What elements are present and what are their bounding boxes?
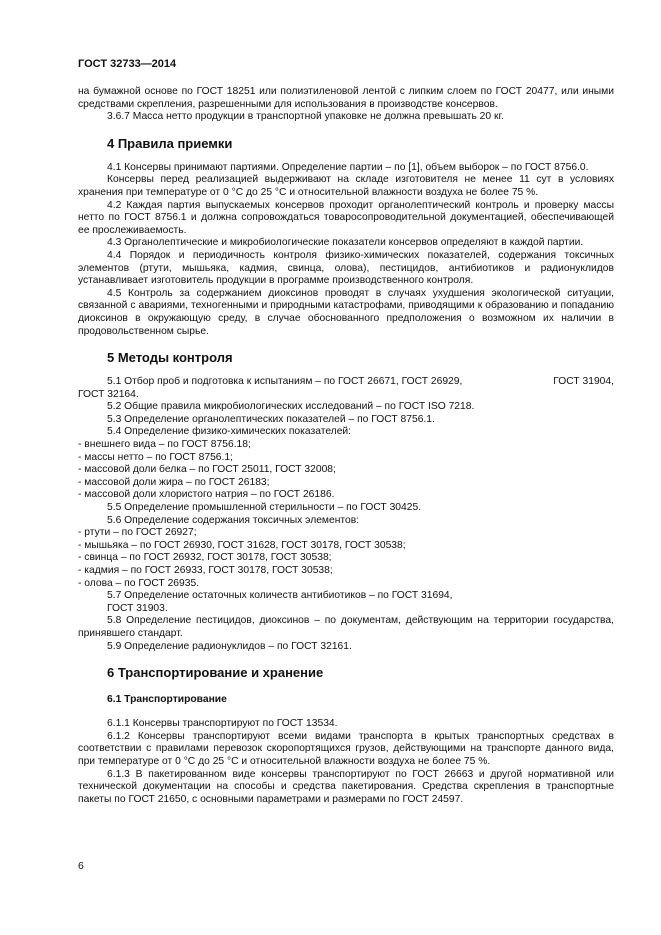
paragraph: 6.1.3 В пакетированном виде консервы транспортируют по ГОСТ 26663 и другой нормативной или технической документации на способы и средства пакетирования. Средства скрепления в транспортные пакеты по ГОСТ 21650, с основными параметрами и размерами по ГОСТ 24597. (78, 768, 614, 805)
list-item: - внешнего вида – по ГОСТ 8756.18; (78, 439, 251, 451)
paragraph: 4.2 Каждая партия выпускаемых консервов проходит органолептический контроль и проверку массы нетто по ГОСТ 8756.1 и должна сопровождаться товаросопроводительной документацией, обеспечивающей ее прослеживаемость. (78, 199, 614, 236)
list-item-text: ГОСТ 31904, (553, 376, 614, 388)
list-item: 5.5 Определение промышленной стерильности – по ГОСТ 30425. (107, 502, 422, 514)
section-4-heading: 4 Правила приемки (107, 135, 233, 151)
list-item: 5.3 Определение органолептических показателей – по ГОСТ 8756.1. (107, 413, 435, 425)
list-item: - свинца – по ГОСТ 26932, ГОСТ 30178, ГОСТ 30538; (78, 552, 332, 564)
list-item-text: 5.1 Отбор проб и подготовка к испытаниям – по ГОСТ 26671, ГОСТ 26929, (107, 376, 463, 388)
list-item: 5.7 Определение остаточных количеств антибиотиков – по ГОСТ 31694, (107, 590, 453, 602)
paragraph: Консервы перед реализацией выдерживают на складе изготовителя не менее 11 сут в условиях хранения при температуре от 0 °С до 25 °С и относительной влажности воздуха не более 75 %. (78, 174, 614, 198)
list-item: - ртути – по ГОСТ 26927; (78, 527, 197, 539)
section-5-heading: 5 Методы контроля (107, 350, 233, 366)
list-item: - массы нетто – по ГОСТ 8756.1; (78, 451, 233, 463)
list-item: - массовой доли жира – по ГОСТ 26183; (78, 476, 270, 488)
list-item: 5.4 Определение физико-химических показателей: (107, 426, 352, 438)
list-item: ГОСТ 31903. (107, 602, 168, 614)
list-item: - мышьяка – по ГОСТ 26930, ГОСТ 31628, ГОСТ 30178, ГОСТ 30538; (78, 539, 406, 551)
paragraph: 6.1.2 Консервы транспортируют всеми видами транспорта в крытых транспортных средствах в соответствии с правилами перевозок скоропортящихся грузов, действующими на транспорте данного вида, при температуре от 0 °С до 25 °С и относительной влажности воздуха не более 75 %. (78, 730, 614, 767)
paragraph: 6.1.1 Консервы транспортируют по ГОСТ 13534. (107, 718, 338, 730)
paragraph: 3.6.7 Масса нетто продукции в транспортной упаковке не должна превышать 20 кг. (107, 111, 504, 123)
list-item: ГОСТ 32164. (78, 388, 139, 400)
page-number: 6 (78, 860, 84, 872)
paragraph: 4.3 Органолептические и микробиологические показатели консервов определяют в каждой партии. (107, 237, 584, 249)
paragraph: 4.5 Контроль за содержанием диоксинов проводят в случаях ухудшения экологической ситуации, связанной с авариями, техногенными и природными катастрофами, приводящими к образованию и попаданию диоксинов в окружающую среду, в случае обоснованного предположения о возможном их наличии в продовольственном сырье. (78, 287, 614, 337)
document-id: ГОСТ 32733—2014 (78, 58, 177, 70)
list-item: 5.8 Определение пестицидов, диоксинов – по документам, действующим на территории государства, принявшего стандарт. (78, 615, 614, 639)
list-item (78, 376, 614, 389)
list-item: 5.2 Общие правила микробиологических исследований – по ГОСТ ISO 7218. (107, 401, 475, 413)
subsection-6-1-heading: 6.1 Транспортирование (107, 694, 227, 706)
methods-list (78, 376, 614, 653)
section-6-heading: 6 Транспортирование и хранение (107, 665, 324, 681)
list-item: - массовой доли белка – по ГОСТ 25011, ГОСТ 32008; (78, 464, 336, 476)
page-content (78, 86, 614, 806)
list-item: - массовой доли хлористого натрия – по ГОСТ 26186. (78, 489, 335, 501)
list-item: 5.9 Определение радионуклидов – по ГОСТ 32161. (107, 640, 352, 652)
list-item: 5.6 Определение содержания токсичных элементов: (107, 514, 360, 526)
paragraph: 4.4 Порядок и периодичность контроля физико-химических показателей, содержания токсичных элементов (ртути, мышьяка, кадмия, свинца, олова), пестицидов, антибиотиков и радионуклидов устанавливает изготовитель продукции в программе производственного контроля. (78, 249, 614, 287)
list-item: - олова – по ГОСТ 26935. (78, 577, 200, 589)
paragraph: на бумажной основе по ГОСТ 18251 или полиэтиленовой лентой с липким слоем по ГОСТ 20477, или иными средствами скрепления, разрешенными для использования в производстве консервов. (78, 86, 614, 110)
paragraph: 4.1 Консервы принимают партиями. Определение партии – по [1], объем выборок – по ГОСТ 8756.0. (107, 161, 589, 173)
list-item: - кадмия – по ГОСТ 26933, ГОСТ 30178, ГОСТ 30538; (78, 565, 333, 576)
